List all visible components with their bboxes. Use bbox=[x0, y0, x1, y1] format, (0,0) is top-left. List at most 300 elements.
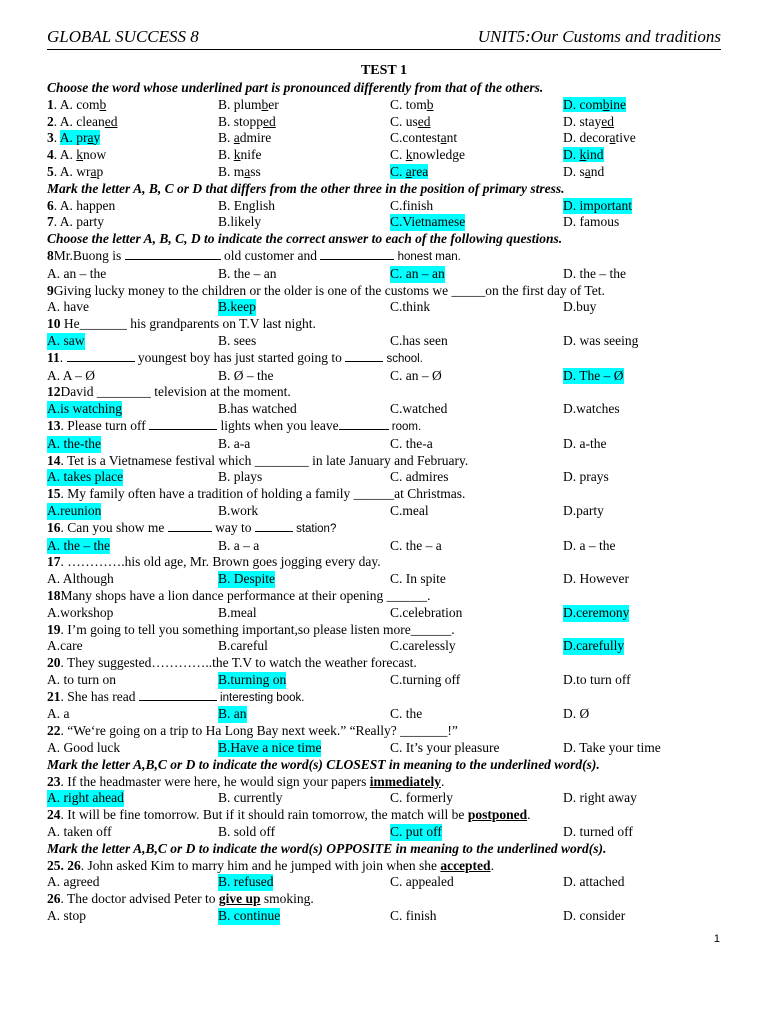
underlined-part: k bbox=[233, 147, 241, 163]
underlined-part: b bbox=[99, 96, 107, 112]
answer-option bbox=[47, 147, 106, 164]
options-row bbox=[47, 706, 721, 723]
answer-option bbox=[218, 97, 279, 114]
question-number: 11 bbox=[47, 349, 60, 365]
underlined-part: k bbox=[76, 147, 84, 163]
underlined-keyword: give up bbox=[218, 891, 261, 907]
instruction-line: Choose the letter A, B, C, D to indicate the correct answer to each of the following questions. bbox=[47, 231, 563, 247]
answer-option: A.care bbox=[47, 638, 83, 654]
answer-option: D. turned off bbox=[563, 824, 633, 840]
question-stem bbox=[47, 384, 721, 401]
answer-option: D. Take your time bbox=[563, 740, 661, 756]
answer-option-highlighted bbox=[390, 214, 465, 231]
answer-option-highlighted: A. the-the bbox=[47, 435, 101, 451]
option-suffix: y bbox=[93, 130, 101, 146]
question-stem bbox=[47, 807, 721, 824]
question-text: . I’m going to tell you something important,so please listen more______. bbox=[60, 621, 455, 637]
options-row bbox=[47, 503, 721, 520]
answer-option-highlighted bbox=[390, 164, 428, 179]
question-text: David ________ television at the moment. bbox=[60, 384, 291, 400]
question-text: . If the headmaster were here, he would sign your papers bbox=[60, 773, 370, 789]
option-word bbox=[563, 130, 636, 145]
answer-option: C. an – Ø bbox=[390, 367, 442, 383]
option-suffix: nife bbox=[240, 147, 262, 163]
answer-blank bbox=[345, 350, 383, 362]
question-text: . bbox=[441, 773, 445, 789]
underlined-part: ed bbox=[263, 113, 276, 129]
answer-option-highlighted bbox=[563, 147, 604, 162]
answer-option-highlighted: A. right ahead bbox=[47, 790, 124, 806]
question-number: 7 bbox=[47, 214, 54, 230]
answer-option-highlighted: A.reunion bbox=[47, 502, 102, 518]
answer-option: B. Ø – the bbox=[218, 367, 274, 383]
options-row bbox=[47, 130, 721, 147]
question-stem bbox=[47, 418, 721, 436]
question-stem bbox=[47, 520, 721, 538]
answer-option-highlighted: D.carefully bbox=[563, 638, 625, 654]
options-row bbox=[47, 198, 721, 215]
question-text-fragment: station? bbox=[292, 522, 337, 535]
answer-option-highlighted: B.keep bbox=[218, 299, 256, 315]
instruction-line: Choose the word whose underlined part is pronounced differently from that of the others. bbox=[47, 80, 544, 95]
option-word bbox=[390, 97, 434, 112]
underlined-part: b bbox=[261, 96, 269, 112]
question-text-fragment: honest man. bbox=[394, 250, 461, 263]
option-prefix: A. com bbox=[59, 96, 100, 112]
question-dot: . bbox=[53, 130, 60, 146]
options-row bbox=[47, 214, 721, 231]
option-text: A. party bbox=[59, 214, 105, 230]
question-text-fragment: interesting book. bbox=[216, 691, 305, 704]
answer-option-highlighted: B. an bbox=[218, 706, 247, 722]
option-word bbox=[60, 97, 107, 112]
question-number: 16 bbox=[47, 519, 61, 535]
option-word bbox=[218, 114, 276, 129]
question-dot: . bbox=[53, 197, 60, 213]
answer-option: A.workshop bbox=[47, 604, 114, 620]
answer-option: D.party bbox=[563, 502, 604, 518]
answer-option-highlighted: C. an – an bbox=[390, 265, 445, 281]
underlined-part: k bbox=[405, 147, 413, 163]
answer-option: A. Although bbox=[47, 571, 114, 587]
answer-option: C. appealed bbox=[390, 874, 454, 890]
answer-option bbox=[218, 214, 261, 231]
answer-option: B.work bbox=[218, 502, 259, 518]
question-text: old customer and bbox=[220, 247, 321, 263]
answer-option bbox=[218, 114, 276, 131]
options-row bbox=[47, 333, 721, 350]
question-stem bbox=[47, 453, 721, 470]
answer-option: C. It’s your pleasure bbox=[390, 740, 500, 756]
underlined-keyword: accepted bbox=[440, 857, 491, 873]
answer-option bbox=[218, 198, 275, 215]
answer-option: A. Good luck bbox=[47, 740, 121, 756]
option-suffix: nowledge bbox=[412, 147, 465, 163]
options-row bbox=[47, 401, 721, 418]
header-book-title: GLOBAL SUCCESS 8 bbox=[47, 27, 199, 46]
option-word bbox=[218, 164, 261, 179]
answer-blank bbox=[339, 418, 389, 430]
answer-option: B.careful bbox=[218, 638, 268, 654]
answer-option-highlighted bbox=[60, 130, 101, 145]
option-word bbox=[60, 114, 118, 129]
underlined-part: k bbox=[579, 147, 587, 163]
option-prefix: D. stay bbox=[563, 113, 602, 129]
answer-option: B.has watched bbox=[218, 401, 297, 417]
question-stem bbox=[47, 316, 721, 333]
answer-option: A. stop bbox=[47, 908, 87, 924]
option-word bbox=[390, 114, 431, 129]
question-number: 20 bbox=[47, 655, 61, 671]
option-text: C.Vietnamese bbox=[390, 214, 466, 230]
answer-blank bbox=[125, 248, 221, 260]
option-text: D. famous bbox=[563, 214, 620, 230]
answer-option: C. the bbox=[390, 706, 423, 722]
answer-option: C.carelessly bbox=[390, 638, 456, 654]
option-prefix: B. bbox=[218, 147, 234, 163]
underlined-part: ed bbox=[601, 113, 614, 129]
answer-option bbox=[218, 164, 261, 181]
answer-blank bbox=[168, 520, 212, 532]
answer-option-highlighted: B.turning on bbox=[218, 671, 287, 687]
answer-option bbox=[390, 198, 433, 215]
option-suffix: ss bbox=[250, 163, 261, 179]
question-number: 13 bbox=[47, 417, 61, 433]
options-row bbox=[47, 740, 721, 757]
question-stem bbox=[47, 655, 721, 672]
option-prefix: A. pr bbox=[59, 130, 88, 146]
answer-option bbox=[47, 214, 104, 231]
options-row bbox=[47, 97, 721, 114]
answer-option bbox=[563, 97, 626, 114]
answer-option: B. sees bbox=[218, 332, 257, 348]
option-prefix: C. bbox=[390, 163, 406, 179]
answer-option: B. a-a bbox=[218, 435, 251, 451]
question-number: 5 bbox=[47, 163, 54, 179]
option-word bbox=[390, 147, 465, 162]
answer-option bbox=[563, 147, 604, 164]
answer-blank bbox=[139, 689, 217, 701]
option-prefix: C. bbox=[390, 147, 406, 163]
page-header bbox=[47, 27, 721, 50]
question-stem bbox=[47, 283, 721, 300]
options-row bbox=[47, 571, 721, 588]
question-number: 12 bbox=[47, 384, 61, 400]
question-number: 22 bbox=[47, 723, 61, 739]
answer-option bbox=[390, 147, 465, 164]
option-prefix: A. wr bbox=[59, 163, 91, 179]
question-number: 25. 26 bbox=[47, 857, 81, 873]
question-text: . My family often have a tradition of holding a family ______at Christmas. bbox=[60, 486, 466, 502]
answer-option-highlighted: D.ceremony bbox=[563, 604, 630, 620]
underlined-part: b bbox=[602, 96, 610, 112]
option-suffix: ine bbox=[609, 96, 626, 112]
answer-option: D. a-the bbox=[563, 435, 607, 451]
option-prefix: D. com bbox=[563, 96, 603, 112]
answer-option: A. have bbox=[47, 299, 89, 315]
question-stem bbox=[47, 774, 721, 791]
instruction-line: Mark the letter A, B, C or D that differs from the other three in the position of primary stress. bbox=[47, 180, 565, 196]
answer-blank bbox=[255, 520, 293, 532]
question-stem bbox=[47, 723, 721, 740]
options-row bbox=[47, 436, 721, 453]
answer-option: B. sold off bbox=[218, 824, 276, 840]
option-word bbox=[390, 130, 457, 145]
underlined-part: b bbox=[426, 96, 434, 112]
option-prefix: B. bbox=[218, 130, 234, 146]
option-word bbox=[218, 130, 271, 145]
answer-option: D. right away bbox=[563, 790, 637, 806]
answer-option: A. an – the bbox=[47, 265, 107, 281]
answer-option-highlighted bbox=[563, 97, 626, 112]
question-dot: . bbox=[53, 96, 60, 112]
question-text: . “We‘re going on a trip to Ha Long Bay next week.” “Really? _______!” bbox=[60, 723, 458, 739]
answer-option bbox=[563, 214, 619, 231]
answer-option-highlighted: B.Have a nice time bbox=[218, 740, 322, 756]
question-number: 8 bbox=[47, 247, 54, 263]
question-text-fragment: school. bbox=[383, 352, 423, 365]
option-suffix: nd bbox=[590, 163, 605, 179]
answer-option bbox=[563, 164, 604, 181]
answer-option bbox=[47, 164, 103, 181]
answer-option: A. to turn on bbox=[47, 671, 116, 687]
question-text: . bbox=[527, 807, 531, 823]
question-stem bbox=[47, 588, 721, 605]
answer-option: C. the-a bbox=[390, 435, 433, 451]
question-text: . Tet is a Vietnamese festival which ________ in late January and February. bbox=[60, 452, 469, 468]
option-prefix: B. stopp bbox=[218, 113, 264, 129]
underlined-keyword: postponed bbox=[467, 807, 528, 823]
answer-option bbox=[218, 147, 262, 164]
question-stem bbox=[47, 689, 721, 707]
option-suffix: nt bbox=[446, 130, 458, 146]
question-dot: . bbox=[53, 147, 60, 163]
answer-option: D.to turn off bbox=[563, 671, 631, 687]
option-word bbox=[60, 164, 104, 179]
question-dot: . bbox=[53, 214, 60, 230]
option-text: B.likely bbox=[218, 214, 262, 230]
question-number: 6 bbox=[47, 197, 54, 213]
question-number: 23 bbox=[47, 773, 61, 789]
answer-option: C. the – a bbox=[390, 537, 442, 553]
option-prefix: D. decor bbox=[563, 130, 610, 146]
question-text: . ………….his old age, Mr. Brown goes jogging every day. bbox=[60, 554, 381, 570]
underlined-part: a bbox=[233, 130, 240, 146]
question-number: 15 bbox=[47, 486, 61, 502]
underlined-part: a bbox=[609, 130, 616, 146]
question-text: . The doctor advised Peter to bbox=[60, 891, 219, 907]
options-row bbox=[47, 790, 721, 807]
answer-option-highlighted: A.is watching bbox=[47, 401, 122, 417]
test-content bbox=[47, 80, 721, 925]
answer-option bbox=[47, 114, 118, 131]
question-text: smoking. bbox=[260, 891, 314, 907]
answer-option: C. finish bbox=[390, 908, 437, 924]
option-prefix: C. us bbox=[390, 113, 418, 129]
answer-option: D.watches bbox=[563, 401, 620, 417]
question-text-fragment: room. bbox=[388, 420, 422, 433]
answer-option: B. a – a bbox=[218, 537, 260, 553]
option-prefix: C. tom bbox=[390, 96, 427, 112]
options-row bbox=[47, 538, 721, 555]
answer-option: D. consider bbox=[563, 908, 626, 924]
question-text: Mr.Buong is bbox=[53, 247, 125, 263]
instruction-line: Mark the letter A,B,C or D to indicate the word(s) OPPOSITE in meaning to the underlined word(s). bbox=[47, 840, 607, 856]
option-suffix: now bbox=[83, 147, 107, 163]
answer-option: C.watched bbox=[390, 401, 448, 417]
options-row bbox=[47, 114, 721, 131]
options-row bbox=[47, 874, 721, 891]
question-dot: . bbox=[53, 113, 60, 129]
answer-option-highlighted: D. The – Ø bbox=[563, 367, 624, 383]
answer-option: B. currently bbox=[218, 790, 283, 806]
underlined-part: a bbox=[90, 163, 97, 179]
options-row bbox=[47, 368, 721, 385]
options-row bbox=[47, 672, 721, 689]
answer-option-highlighted: A. the – the bbox=[47, 537, 110, 553]
answer-option: C. In spite bbox=[390, 571, 446, 587]
question-text: He_______ his grandparents on T.V last night. bbox=[60, 316, 316, 332]
question-number: 24 bbox=[47, 807, 61, 823]
answer-option bbox=[47, 97, 106, 114]
answer-option bbox=[218, 130, 271, 147]
option-word bbox=[563, 114, 614, 129]
underlined-part: ed bbox=[417, 113, 431, 129]
answer-blank bbox=[67, 350, 135, 362]
question-stem bbox=[47, 350, 721, 368]
answer-option: C.has seen bbox=[390, 332, 448, 348]
option-prefix: A. bbox=[59, 147, 77, 163]
answer-option: A. A – Ø bbox=[47, 367, 96, 383]
answer-option bbox=[390, 164, 428, 181]
options-row bbox=[47, 908, 721, 925]
answer-option: D. However bbox=[563, 571, 629, 587]
question-text: . It will be fine tomorrow. But if it should rain tomorrow, the match will be bbox=[60, 807, 468, 823]
answer-option: B. plays bbox=[218, 469, 263, 485]
question-number: 14 bbox=[47, 452, 61, 468]
options-row bbox=[47, 164, 721, 181]
answer-option: D. a – the bbox=[563, 537, 616, 553]
header-unit-title: UNIT5:Our Customs and traditions bbox=[477, 27, 721, 46]
answer-option bbox=[47, 130, 100, 147]
option-suffix: dmire bbox=[239, 130, 272, 146]
underlined-part: a bbox=[87, 130, 94, 146]
options-row bbox=[47, 266, 721, 283]
question-text: Many shops have a lion dance performance at their opening ______. bbox=[60, 587, 431, 603]
question-number: 4 bbox=[47, 147, 54, 163]
answer-option-highlighted: B. refused bbox=[218, 874, 274, 890]
underlined-part: a bbox=[440, 130, 447, 146]
option-prefix: D. bbox=[563, 147, 580, 163]
answer-blank bbox=[320, 248, 394, 260]
answer-option bbox=[47, 198, 115, 215]
answer-option: D.buy bbox=[563, 299, 597, 315]
option-prefix: C.contest bbox=[390, 130, 441, 146]
option-suffix: rea bbox=[411, 163, 429, 179]
option-prefix: A. clean bbox=[59, 113, 105, 129]
option-prefix: B. m bbox=[218, 163, 245, 179]
option-word bbox=[218, 97, 279, 112]
option-word bbox=[218, 147, 262, 162]
question-number: 17 bbox=[47, 554, 61, 570]
option-suffix: ind bbox=[586, 147, 604, 163]
answer-blank bbox=[149, 418, 217, 430]
option-suffix: tive bbox=[615, 130, 636, 146]
option-prefix: D. s bbox=[563, 163, 585, 179]
question-number: 21 bbox=[47, 688, 61, 704]
underlined-part: a bbox=[584, 163, 591, 179]
option-word bbox=[60, 147, 107, 162]
option-text: C.finish bbox=[390, 197, 434, 213]
question-stem bbox=[47, 891, 721, 908]
answer-option: C. formerly bbox=[390, 790, 453, 806]
underlined-part: ed bbox=[104, 113, 118, 129]
question-number: 1 bbox=[47, 96, 54, 112]
question-dot: . bbox=[53, 163, 60, 179]
question-text: . bbox=[490, 857, 494, 873]
answer-option-highlighted: B. Despite bbox=[218, 571, 275, 587]
answer-option bbox=[563, 130, 636, 147]
answer-option: A. a bbox=[47, 706, 70, 722]
page-number: 1 bbox=[713, 933, 720, 945]
question-number: 18 bbox=[47, 587, 61, 603]
answer-option bbox=[390, 130, 457, 147]
answer-option-highlighted: C. put off bbox=[390, 824, 442, 840]
option-suffix: er bbox=[268, 96, 279, 112]
question-number: 10 bbox=[47, 316, 61, 332]
answer-option: C.think bbox=[390, 299, 431, 315]
question-number: 3 bbox=[47, 130, 54, 146]
option-prefix: B. plum bbox=[218, 96, 262, 112]
options-row bbox=[47, 638, 721, 655]
answer-option: C.meal bbox=[390, 502, 429, 518]
underlined-keyword: immediately bbox=[369, 773, 441, 789]
underlined-part: a bbox=[405, 163, 412, 179]
question-text: . bbox=[59, 349, 67, 365]
question-number: 2 bbox=[47, 113, 54, 129]
options-row bbox=[47, 824, 721, 841]
question-number: 26 bbox=[47, 891, 61, 907]
answer-option: C.celebration bbox=[390, 604, 463, 620]
question-text: youngest boy has just started going to bbox=[134, 349, 346, 365]
option-suffix: p bbox=[96, 163, 104, 179]
question-text: Giving lucky money to the children or the older is one of the customs we _____on the first day of Tet. bbox=[53, 282, 605, 298]
answer-option-highlighted bbox=[563, 198, 632, 215]
options-row bbox=[47, 469, 721, 486]
question-text: way to bbox=[211, 519, 255, 535]
underlined-part: a bbox=[244, 163, 251, 179]
question-text: . Please turn off bbox=[60, 417, 150, 433]
question-number: 19 bbox=[47, 621, 61, 637]
answer-option bbox=[390, 114, 431, 131]
answer-option: B.meal bbox=[218, 604, 257, 620]
question-text: . They suggested…………..the T.V to watch the weather forecast. bbox=[60, 655, 417, 671]
options-row bbox=[47, 299, 721, 316]
answer-option: B. the – an bbox=[218, 265, 277, 281]
question-stem bbox=[47, 554, 721, 571]
question-text: . Can you show me bbox=[60, 519, 168, 535]
answer-option: D. the – the bbox=[563, 265, 626, 281]
question-text: . She has read bbox=[60, 688, 139, 704]
question-number: 9 bbox=[47, 282, 54, 298]
test-title: TEST 1 bbox=[360, 63, 408, 78]
option-text: D. important bbox=[563, 197, 632, 213]
question-text: lights when you leave bbox=[217, 417, 339, 433]
answer-option: A. taken off bbox=[47, 824, 112, 840]
option-text: A. happen bbox=[59, 197, 116, 213]
question-stem bbox=[47, 622, 721, 639]
question-stem bbox=[47, 858, 721, 875]
